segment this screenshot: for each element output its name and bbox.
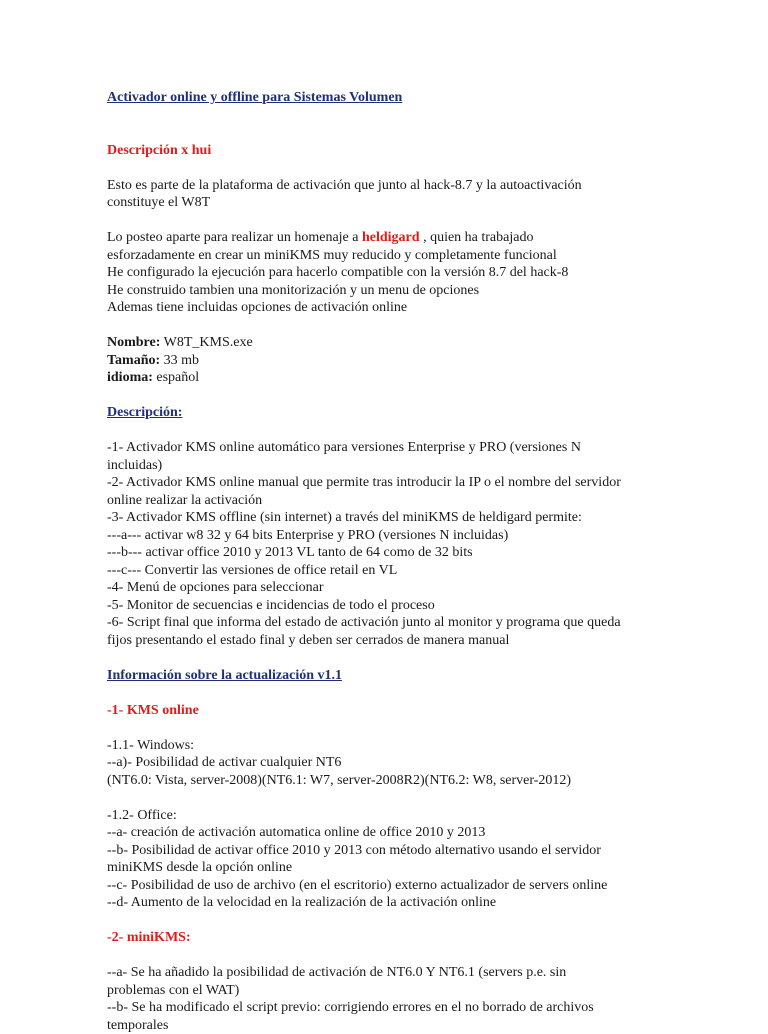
spec-label: Nombre:: [107, 335, 160, 350]
tribute-line: esforzadamente en crear un miniKMS muy reducido y completamente funcional: [107, 247, 667, 265]
spec-nombre: [107, 334, 667, 352]
spacer: [107, 107, 667, 142]
description-line: -2- Activador KMS online manual que permite tras introducir la IP o el nombre del servidor: [107, 474, 667, 492]
minikms-line: temporales: [107, 1017, 667, 1034]
minikms-line: problemas con el WAT): [107, 982, 667, 1000]
update-info-heading: Información sobre la actualización v1.1: [107, 667, 667, 685]
office-line: -1.2- Office:: [107, 807, 667, 825]
spacer: [107, 947, 667, 965]
office-line: --b- Posibilidad de activar office 2010 y 2013 con método alternativo usando el servidor: [107, 842, 667, 860]
minikms-line: --a- Se ha añadido la posibilidad de activación de NT6.0 Y NT6.1 (servers p.e. sin: [107, 964, 667, 982]
spec-value: W8T_KMS.exe: [160, 335, 252, 350]
spacer: [107, 159, 667, 177]
office-line: --c- Posibilidad de uso de archivo (en el escritorio) externo actualizador de servers online: [107, 877, 667, 895]
office-line: --a- creación de activación automatica online de office 2010 y 2013: [107, 824, 667, 842]
windows-line: --a)- Posibilidad de activar cualquier NT6: [107, 754, 667, 772]
kms-online-heading: -1- KMS online: [107, 702, 667, 720]
intro-line: Esto es parte de la plataforma de activación que junto al hack-8.7 y la autoactivación: [107, 177, 667, 195]
author-highlight: heldigard: [362, 230, 420, 245]
spec-label: Tamaño:: [107, 353, 160, 368]
tribute-first-line: [107, 229, 667, 247]
description-heading: Descripción:: [107, 404, 667, 422]
office-line: miniKMS desde la opción online: [107, 859, 667, 877]
description-line: -1- Activador KMS online automático para versiones Enterprise y PRO (versiones N: [107, 439, 667, 457]
specs-block: [107, 334, 667, 387]
office-line: --d- Aumento de la velocidad en la realización de la activación online: [107, 894, 667, 912]
spec-idioma: [107, 369, 667, 387]
description-line: online realizar la activación: [107, 492, 667, 510]
spacer: [107, 649, 667, 667]
spec-label: idioma:: [107, 370, 153, 385]
tribute-paragraph: [107, 229, 667, 317]
description-line: ---a--- activar w8 32 y 64 bits Enterprise y PRO (versiones N incluidas): [107, 527, 667, 545]
spacer: [107, 912, 667, 930]
minikms-line: --b- Se ha modificado el script previo: corrigiendo errores en el no borrado de archivos: [107, 999, 667, 1017]
description-line: incluidas): [107, 457, 667, 475]
windows-section: [107, 737, 667, 790]
spec-value: 33 mb: [160, 353, 199, 368]
intro-line: constituye el W8T: [107, 194, 667, 212]
tribute-line: He configurado la ejecución para hacerlo compatible con la versión 8.7 del hack-8: [107, 264, 667, 282]
spacer: [107, 684, 667, 702]
spacer: [107, 387, 667, 405]
spacer: [107, 212, 667, 230]
tribute-line: Ademas tiene incluidas opciones de activación online: [107, 299, 667, 317]
description-line: ---c--- Convertir las versiones de office retail en VL: [107, 562, 667, 580]
spacer: [107, 789, 667, 807]
description-line: -5- Monitor de secuencias e incidencias de todo el proceso: [107, 597, 667, 615]
document-page: [107, 89, 667, 1034]
description-author-heading: Descripción x hui: [107, 142, 667, 160]
tribute-text: , quien ha trabajado: [420, 230, 534, 245]
windows-line: (NT6.0: Vista, server-2008)(NT6.1: W7, server-2008R2)(NT6.2: W8, server-2012): [107, 772, 667, 790]
spec-tamano: [107, 352, 667, 370]
intro-paragraph: [107, 177, 667, 212]
document-title: Activador online y offline para Sistemas Volumen: [107, 89, 667, 107]
description-line: -4- Menú de opciones para seleccionar: [107, 579, 667, 597]
spec-value: español: [153, 370, 199, 385]
description-line: fijos presentando el estado final y deben ser cerrados de manera manual: [107, 632, 667, 650]
spacer: [107, 719, 667, 737]
spacer: [107, 422, 667, 440]
office-section: [107, 807, 667, 912]
description-line: -3- Activador KMS offline (sin internet) a través del miniKMS de heldigard permite:: [107, 509, 667, 527]
spacer: [107, 317, 667, 335]
minikms-heading: -2- miniKMS:: [107, 929, 667, 947]
description-line: -6- Script final que informa del estado de activación junto al monitor y programa que queda: [107, 614, 667, 632]
tribute-text: Lo posteo aparte para realizar un homenaje a: [107, 230, 362, 245]
description-line: ---b--- activar office 2010 y 2013 VL tanto de 64 como de 32 bits: [107, 544, 667, 562]
description-list: [107, 439, 667, 649]
tribute-line: He construido tambien una monitorización y un menu de opciones: [107, 282, 667, 300]
windows-line: -1.1- Windows:: [107, 737, 667, 755]
